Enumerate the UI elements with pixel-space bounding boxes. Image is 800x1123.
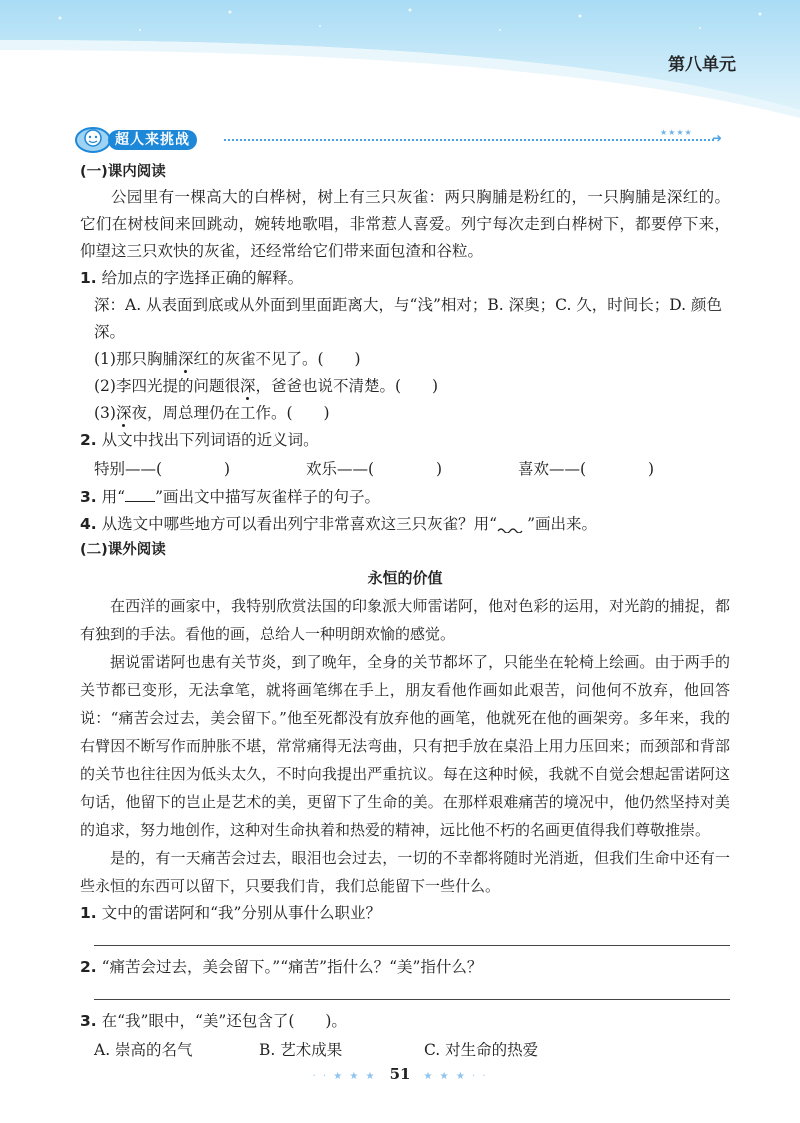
section1-title: (一)课内阅读 <box>80 164 166 180</box>
synonym-blank-1[interactable]: 特别——( ) <box>94 460 231 478</box>
straight-underline-mark <box>125 501 155 502</box>
essay-title: 永恒的价值 <box>367 569 443 587</box>
answer-options <box>80 1035 730 1065</box>
reading-question-3: 3. 在“我”眼中，“美”还包含了( )。 <box>80 1012 347 1030</box>
header-band <box>0 0 800 130</box>
question-number: 1. <box>80 269 97 287</box>
question-text: 给加点的字选择正确的解释。 <box>101 269 304 287</box>
option-a[interactable]: A. 崇高的名气 <box>94 1041 193 1059</box>
question-2: 2. 从文中找出下列词语的近义词。 <box>80 431 319 449</box>
worksheet-content <box>80 160 730 1065</box>
synonym-blank-2[interactable]: 欢乐——( ) <box>306 460 443 478</box>
answer-line-2[interactable] <box>94 981 730 1000</box>
definition-text: 深：A. 从表面到底或从外面到里面距离大，与“浅”相对；B. 深奥；C. 久，时间长；D. 颜色深。 <box>94 296 723 341</box>
footer-stars-left-icon: · · ★ ★ ★ <box>312 1071 377 1082</box>
page-footer <box>0 1064 800 1083</box>
subquestion-3: (3)深夜，周总理仍在工作。( ) <box>94 404 330 422</box>
banner-label: 超人来挑战 <box>108 130 197 150</box>
section2-title: (二)课外阅读 <box>80 542 166 558</box>
section1-passage: 公园里有一棵高大的白桦树，树上有三只灰雀：两只胸脯是粉红的，一只胸脯是深红的。它们在树枝间来回跳动，婉转地歌唱，非常惹人喜爱。列宁每次走到白桦树下，都要停下来，仰望这三只欢快的灰雀，还经常给它们带来面包渣和谷粒。 <box>80 188 730 260</box>
page-number: 51 <box>389 1065 411 1083</box>
synonym-blank-3[interactable]: 喜欢——( ) <box>518 460 655 478</box>
answer-line-1[interactable] <box>94 927 730 946</box>
unit-title: 第八单元 <box>668 55 736 75</box>
essay-paragraph-3: 是的，有一天痛苦会过去，眼泪也会过去，一切的不幸都将随时光消逝，但我们生命中还有一些永恒的东西可以留下，只要我们肯，我们总能留下一些什么。 <box>80 849 730 895</box>
essay-paragraph-2: 据说雷诺阿也患有关节炎，到了晚年，全身的关节都坏了，只能坐在轮椅上绘画。由于两手的关节都已变形，无法拿笔，就将画笔绑在手上，朋友看他作画如此艰苦，问他何不放弃，他回答说：“痛苦会过去，美会留下。”他至死都没有放弃他的画笔，他就死在他的画架旁。多年来，我的右臂因不断写作而肿胀不堪，常常痛得无法弯曲，只有把手放在桌沿上用力压回来；而颈部和背部的关节也往往因为低头太久，不时向我提出严重抗议。每在这种时候，我就不自觉会想起雷诺阿这句话，他留下的岂止是艺术的美，更留下了生命的美。在那样艰难痛苦的境况中，他仍然坚持对美的追求，努力地创作，这种对生命执着和热爱的精神，远比他不朽的名画更值得我们尊敬推崇。 <box>80 653 730 839</box>
section-banner <box>74 124 724 154</box>
reading-question-2: 2. “痛苦会过去，美会留下。”“痛苦”指什么？“美”指什么？ <box>80 958 483 976</box>
subquestion-1: (1)那只胸脯深红的灰雀不见了。( ) <box>94 350 361 368</box>
banner-dotted-line <box>224 139 714 141</box>
arrow-right-icon: ➜ <box>712 131 723 145</box>
option-b[interactable]: B. 艺术成果 <box>259 1041 343 1059</box>
question-1 <box>80 265 730 292</box>
question-4: 4. 从选文中哪些地方可以看出列宁非常喜欢这三只灰雀？用“ ”画出来。 <box>80 515 597 533</box>
banner-stars-icon: ★★★★ <box>660 128 693 137</box>
globe-mascot-icon <box>74 124 112 154</box>
option-c[interactable]: C. 对生命的热爱 <box>424 1041 539 1059</box>
essay-paragraph-1: 在西洋的画家中，我特别欣赏法国的印象派大师雷诺阿，他对色彩的运用，对光韵的捕捉，都有独到的手法。看他的画，总给人一种明朗欢愉的感觉。 <box>80 597 730 643</box>
question-3: 3. 用“ ”画出文中描写灰雀样子的句子。 <box>80 488 380 506</box>
subquestion-2: (2)李四光提的问题很深，爸爸也说不清楚。( ) <box>94 377 439 395</box>
synonym-blanks <box>80 454 730 484</box>
footer-stars-right-icon: ★ ★ ★ · · <box>423 1071 488 1082</box>
reading-question-1: 1. 文中的雷诺阿和“我”分别从事什么职业？ <box>80 904 381 922</box>
wavy-underline-mark <box>497 523 527 533</box>
